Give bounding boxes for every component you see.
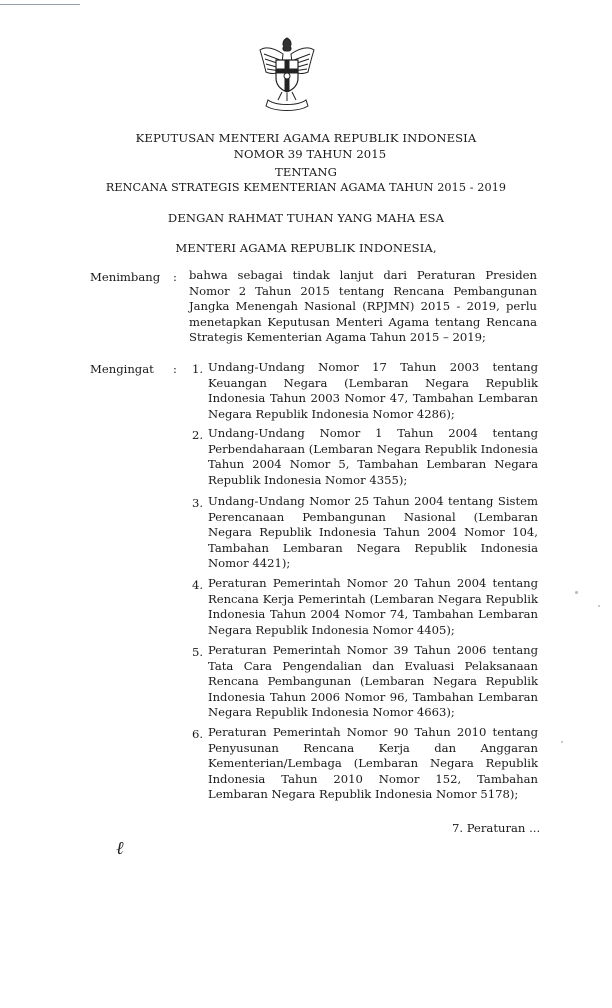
menimbang-colon: : (173, 270, 177, 284)
legal-basis-item: Undang-Undang Nomor 1 Tahun 2004 tentang Perbendaharaan (Lembaran Negara Republik Indonesia Tahun 2004 Nomor 5, Tambahan Lembaran Negara Republik Indonesia Nomor 4355); (208, 426, 538, 487)
item-number: 4. (191, 578, 203, 592)
legal-basis-item: Peraturan Pemerintah Nomor 20 Tahun 2004 tentang Rencana Kerja Pemerintah (Lembaran Negara Republik Indonesia Tahun 2004 Nomor 74, Tambahan Lembaran Negara Republik Indonesia Nomor 4405); (208, 576, 538, 637)
item-number: 5. (191, 645, 203, 659)
minister-title: MENTERI AGAMA REPUBLIK INDONESIA, (175, 241, 437, 255)
item-number: 2. (191, 428, 203, 442)
scan-speck (598, 605, 600, 607)
legal-basis-item: Undang-Undang Nomor 17 Tahun 2003 tentang Keuangan Negara (Lembaran Negara Republik Indonesia Tahun 2003 Nomor 47, Tambahan Lembaran Negara Republik Indonesia Nomor 4286); (208, 360, 538, 421)
scan-speck (575, 591, 578, 594)
legal-basis-item: Undang-Undang Nomor 25 Tahun 2004 tentang Sistem Perencanaan Pembangunan Nasional (Lembaran Negara Republik Indonesia Tahun 2004 Nomor 104, Tambahan Lembaran Negara Republik Indonesia Nomor 4421); (208, 494, 538, 570)
paraf-initial: ℓ (116, 838, 124, 859)
legal-basis-item: Peraturan Pemerintah Nomor 90 Tahun 2010 tentang Penyusunan Rencana Kerja dan Anggaran Kementerian/Lembaga (Lembaran Negara Republik Indonesia Tahun 2010 Nomor 152, Tambahan Lembaran Negara Republik Indonesia Nomor 5178); (208, 725, 538, 801)
next-page-indicator: 7. Peraturan ... (452, 821, 541, 835)
mengingat-colon: : (173, 362, 177, 376)
decree-number: NOMOR 39 TAHUN 2015 (233, 147, 387, 161)
mengingat-label: Mengingat (90, 362, 154, 376)
decree-about: TENTANG (275, 165, 337, 179)
scan-speck (561, 741, 563, 743)
decree-title: KEPUTUSAN MENTERI AGAMA REPUBLIK INDONESIA (135, 131, 477, 145)
garuda-emblem-icon (256, 34, 318, 116)
item-number: 1. (191, 362, 203, 376)
invocation: DENGAN RAHMAT TUHAN YANG MAHA ESA (167, 211, 445, 225)
scan-corner-line (0, 4, 80, 5)
menimbang-label: Menimbang (90, 270, 161, 284)
legal-basis-item: Peraturan Pemerintah Nomor 39 Tahun 2006 tentang Tata Cara Pengendalian dan Evaluasi Pelaksanaan Rencana Pembangunan (Lembaran Negara Republik Indonesia Tahun 2006 Nomor 96, Tambahan Lembaran Negara Republik Indonesia Nomor 4663); (208, 643, 538, 719)
decree-subject: RENCANA STRATEGIS KEMENTERIAN AGAMA TAHUN 2015 - 2019 (105, 181, 507, 194)
item-number: 3. (191, 496, 203, 510)
menimbang-text: bahwa sebagai tindak lanjut dari Peraturan Presiden Nomor 2 Tahun 2015 tentang Rencana Pembangunan Jangka Menengah Nasional (RPJMN) 2015 - 2019, perlu menetapkan Keputusan Menteri Agama tentang Rencana Strategis Kementerian Agama Tahun 2015 – 2019; (189, 268, 537, 344)
item-number: 6. (191, 727, 203, 741)
